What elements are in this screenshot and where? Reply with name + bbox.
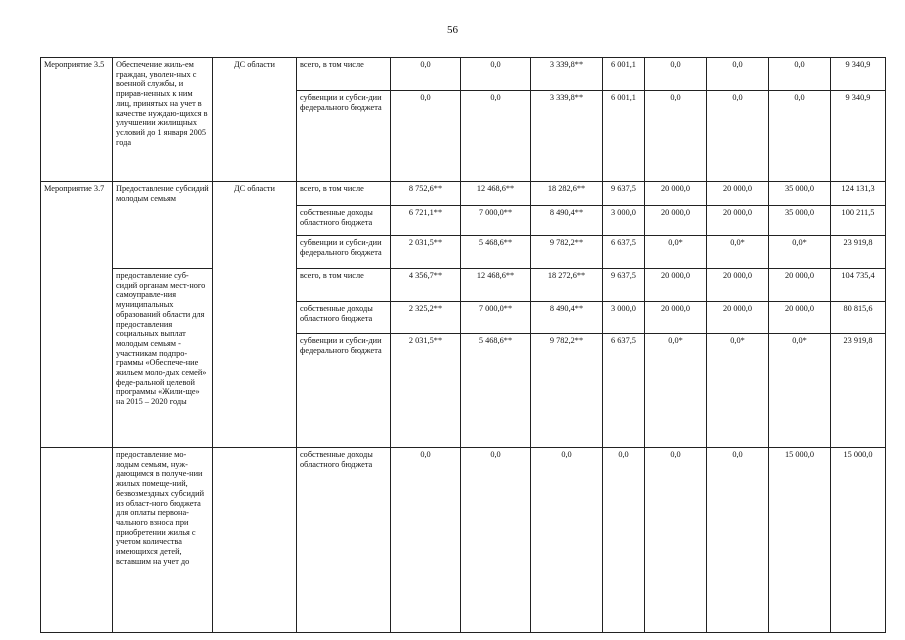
value-cell: 0,0	[461, 448, 531, 633]
total-cell: 9 340,9	[831, 91, 886, 182]
total-cell: 124 131,3	[831, 182, 886, 206]
value-cell: 20 000,0	[707, 182, 769, 206]
value-cell: 0,0*	[769, 334, 831, 448]
table-row	[41, 58, 886, 91]
value-cell: 20 000,0	[645, 182, 707, 206]
value-cell: 6 001,1	[603, 91, 645, 182]
value-cell: 20 000,0	[645, 206, 707, 236]
table-row	[41, 448, 886, 633]
funding-source-cell: субвенции и субси-дии федерального бюджета	[297, 91, 391, 182]
value-cell: 0,0	[769, 58, 831, 91]
measure-description-cell: предоставление мо-лодым семьям, нуж-дающимся в получе-нии жилых помеще-ний, безвозмездных субсидий из област-ного бюджета для оплаты первона-чального взноса при приобретении жилья с учетом количества имеющихся детей, вставшим на учет до	[113, 448, 213, 633]
value-cell: 6 721,1**	[391, 206, 461, 236]
total-cell: 23 919,8	[831, 334, 886, 448]
value-cell: 2 325,2**	[391, 302, 461, 334]
funding-source-cell: всего, в том числе	[297, 58, 391, 91]
total-cell: 104 735,4	[831, 269, 886, 302]
value-cell: 6 001,1	[603, 58, 645, 91]
funding-source-cell: субвенции и субси-дии федерального бюджета	[297, 334, 391, 448]
total-cell: 80 815,6	[831, 302, 886, 334]
funding-source-cell: всего, в том числе	[297, 182, 391, 206]
value-cell: 3 339,8**	[531, 91, 603, 182]
value-cell: 0,0*	[769, 236, 831, 269]
value-cell: 12 468,6**	[461, 182, 531, 206]
executor-cell	[213, 448, 297, 633]
executor-cell: ДС области	[213, 182, 297, 448]
value-cell: 0,0	[391, 91, 461, 182]
funding-source-cell: собственные доходы областного бюджета	[297, 302, 391, 334]
value-cell: 0,0*	[707, 334, 769, 448]
value-cell: 9 637,5	[603, 269, 645, 302]
value-cell: 20 000,0	[645, 269, 707, 302]
value-cell: 7 000,0**	[461, 206, 531, 236]
value-cell: 0,0	[603, 448, 645, 633]
table-row	[41, 269, 886, 302]
value-cell: 7 000,0**	[461, 302, 531, 334]
value-cell: 8 490,4**	[531, 206, 603, 236]
value-cell: 0,0*	[707, 236, 769, 269]
total-cell: 9 340,9	[831, 58, 886, 91]
value-cell: 9 637,5	[603, 182, 645, 206]
value-cell: 0,0*	[645, 236, 707, 269]
value-cell: 2 031,5**	[391, 334, 461, 448]
total-cell: 15 000,0	[831, 448, 886, 633]
value-cell: 3 339,8**	[531, 58, 603, 91]
value-cell: 0,0	[531, 448, 603, 633]
value-cell: 35 000,0	[769, 182, 831, 206]
value-cell: 2 031,5**	[391, 236, 461, 269]
value-cell: 0,0	[391, 448, 461, 633]
value-cell: 20 000,0	[645, 302, 707, 334]
measure-code-cell	[41, 448, 113, 633]
value-cell: 0,0	[769, 91, 831, 182]
measure-description-cell: Предоставление субсидий молодым семьям	[113, 182, 213, 269]
value-cell: 0,0	[707, 448, 769, 633]
total-cell: 23 919,8	[831, 236, 886, 269]
value-cell: 18 282,6**	[531, 182, 603, 206]
value-cell: 5 468,6**	[461, 334, 531, 448]
value-cell: 0,0	[707, 58, 769, 91]
page-number: 56	[447, 24, 458, 36]
budget-table	[40, 57, 886, 633]
value-cell: 9 782,2**	[531, 236, 603, 269]
value-cell: 15 000,0	[769, 448, 831, 633]
value-cell: 20 000,0	[707, 302, 769, 334]
value-cell: 0,0	[461, 91, 531, 182]
value-cell: 9 782,2**	[531, 334, 603, 448]
total-cell: 100 211,5	[831, 206, 886, 236]
measure-code-cell: Мероприятие 3.5	[41, 58, 113, 182]
funding-source-cell: собственные доходы областного бюджета	[297, 206, 391, 236]
table-row	[41, 182, 886, 206]
measure-description-cell: Обеспечение жиль-ем граждан, уволен-ных с военной службы, и прирав-ненных к ним лиц, принятых на учет в качестве нуждаю-щихся в улучшении жилищных условий до 1 января 2005 года	[113, 58, 213, 182]
value-cell: 0,0*	[645, 334, 707, 448]
value-cell: 18 272,6**	[531, 269, 603, 302]
measure-code-cell: Мероприятие 3.7	[41, 182, 113, 448]
value-cell: 20 000,0	[769, 269, 831, 302]
value-cell: 6 637,5	[603, 334, 645, 448]
value-cell: 0,0	[461, 58, 531, 91]
value-cell: 3 000,0	[603, 302, 645, 334]
value-cell: 20 000,0	[707, 269, 769, 302]
value-cell: 3 000,0	[603, 206, 645, 236]
value-cell: 20 000,0	[707, 206, 769, 236]
measure-description-cell: предоставление суб-сидий органам мест-ного самоуправле-ния муниципальных образований области для предоставления социальных выплат молодым семьям - участникам подпро-граммы «Обеспече-ние жильем моло-дых семей» феде-ральной целевой программы «Жили-ще» на 2015 – 2020 годы	[113, 269, 213, 448]
value-cell: 0,0	[645, 91, 707, 182]
funding-source-cell: субвенции и субси-дии федерального бюджета	[297, 236, 391, 269]
value-cell: 0,0	[707, 91, 769, 182]
value-cell: 8 752,6**	[391, 182, 461, 206]
value-cell: 12 468,6**	[461, 269, 531, 302]
value-cell: 6 637,5	[603, 236, 645, 269]
value-cell: 0,0	[645, 448, 707, 633]
value-cell: 20 000,0	[769, 302, 831, 334]
funding-source-cell: собственные доходы областного бюджета	[297, 448, 391, 633]
value-cell: 0,0	[645, 58, 707, 91]
funding-source-cell: всего, в том числе	[297, 269, 391, 302]
value-cell: 0,0	[391, 58, 461, 91]
value-cell: 5 468,6**	[461, 236, 531, 269]
value-cell: 35 000,0	[769, 206, 831, 236]
value-cell: 8 490,4**	[531, 302, 603, 334]
value-cell: 4 356,7**	[391, 269, 461, 302]
executor-cell: ДС области	[213, 58, 297, 182]
